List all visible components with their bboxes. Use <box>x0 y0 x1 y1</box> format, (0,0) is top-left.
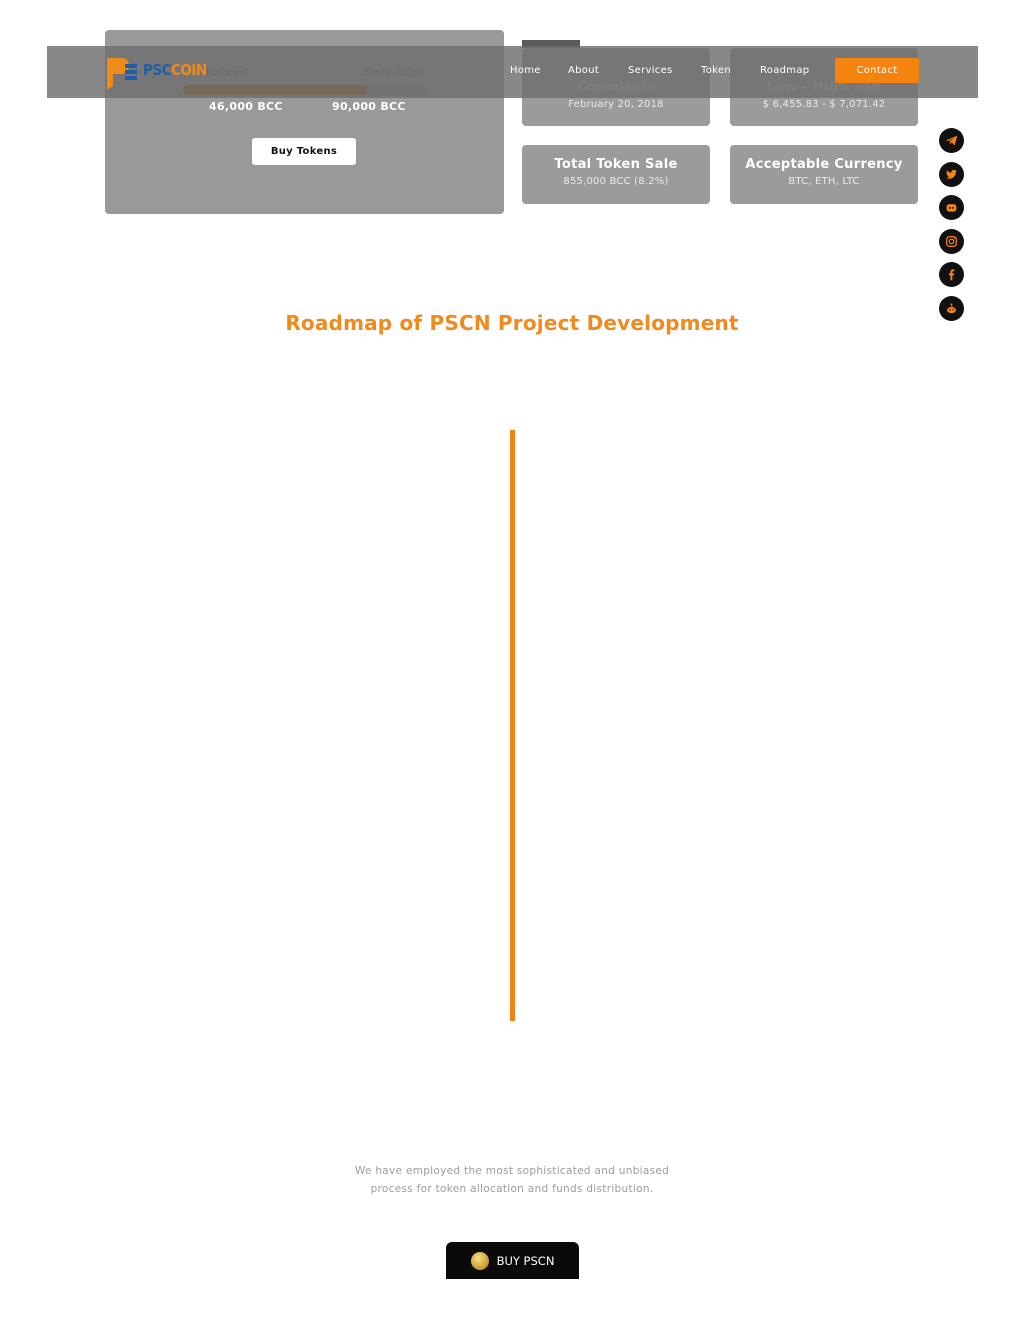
buy-pscn-label: BUY PSCN <box>496 1253 555 1268</box>
twitter-icon[interactable] <box>939 162 964 187</box>
logo[interactable] <box>105 56 215 90</box>
description-line-2: process for token allocation and funds distribution. <box>370 1183 654 1195</box>
total-token-sale-title: Total Token Sale <box>554 157 678 172</box>
total-token-sale-card <box>522 145 710 204</box>
nav-home[interactable]: Home <box>510 65 541 76</box>
description-line-1: We have employed the most sophisticated and unbiased <box>354 1165 670 1177</box>
nav-services[interactable]: Services <box>628 65 673 76</box>
telegram-icon[interactable] <box>939 128 964 153</box>
contact-button[interactable]: Contact <box>835 58 919 83</box>
navbar <box>47 46 978 98</box>
roadmap-title: Roadmap of PSCN Project Development <box>285 311 739 335</box>
total-token-sale-value: 855,000 BCC (8.2%) <box>563 176 669 187</box>
instagram-icon[interactable] <box>939 229 964 254</box>
acceptable-currency-title: Acceptable Currency <box>745 157 903 172</box>
discord-icon[interactable] <box>939 195 964 220</box>
softcaps-amount: 90,000 BCC <box>332 100 406 113</box>
token-allocation-description <box>312 1162 712 1198</box>
crowdsale-date: February 20, 2018 <box>568 99 664 110</box>
raised-amount: 46,000 BCC <box>209 100 283 113</box>
buy-tokens-button[interactable]: Buy Tokens <box>252 138 356 165</box>
acceptable-currency-card <box>730 145 918 204</box>
roadmap-timeline-line <box>510 430 515 1021</box>
nav-roadmap[interactable]: Roadmap <box>760 65 810 76</box>
low-high-value: $ 6,455.83 - $ 7,071.42 <box>762 99 886 110</box>
coin-icon <box>471 1252 489 1270</box>
facebook-icon[interactable] <box>939 262 964 287</box>
nav-token[interactable]: Token <box>701 65 731 76</box>
acceptable-currency-value: BTC, ETH, LTC <box>788 176 860 187</box>
buy-pscn-button[interactable] <box>446 1242 579 1279</box>
nav-about[interactable]: About <box>568 65 600 76</box>
logo-text: PSCCOIN <box>143 61 207 79</box>
logo-mark-icon <box>105 56 139 90</box>
